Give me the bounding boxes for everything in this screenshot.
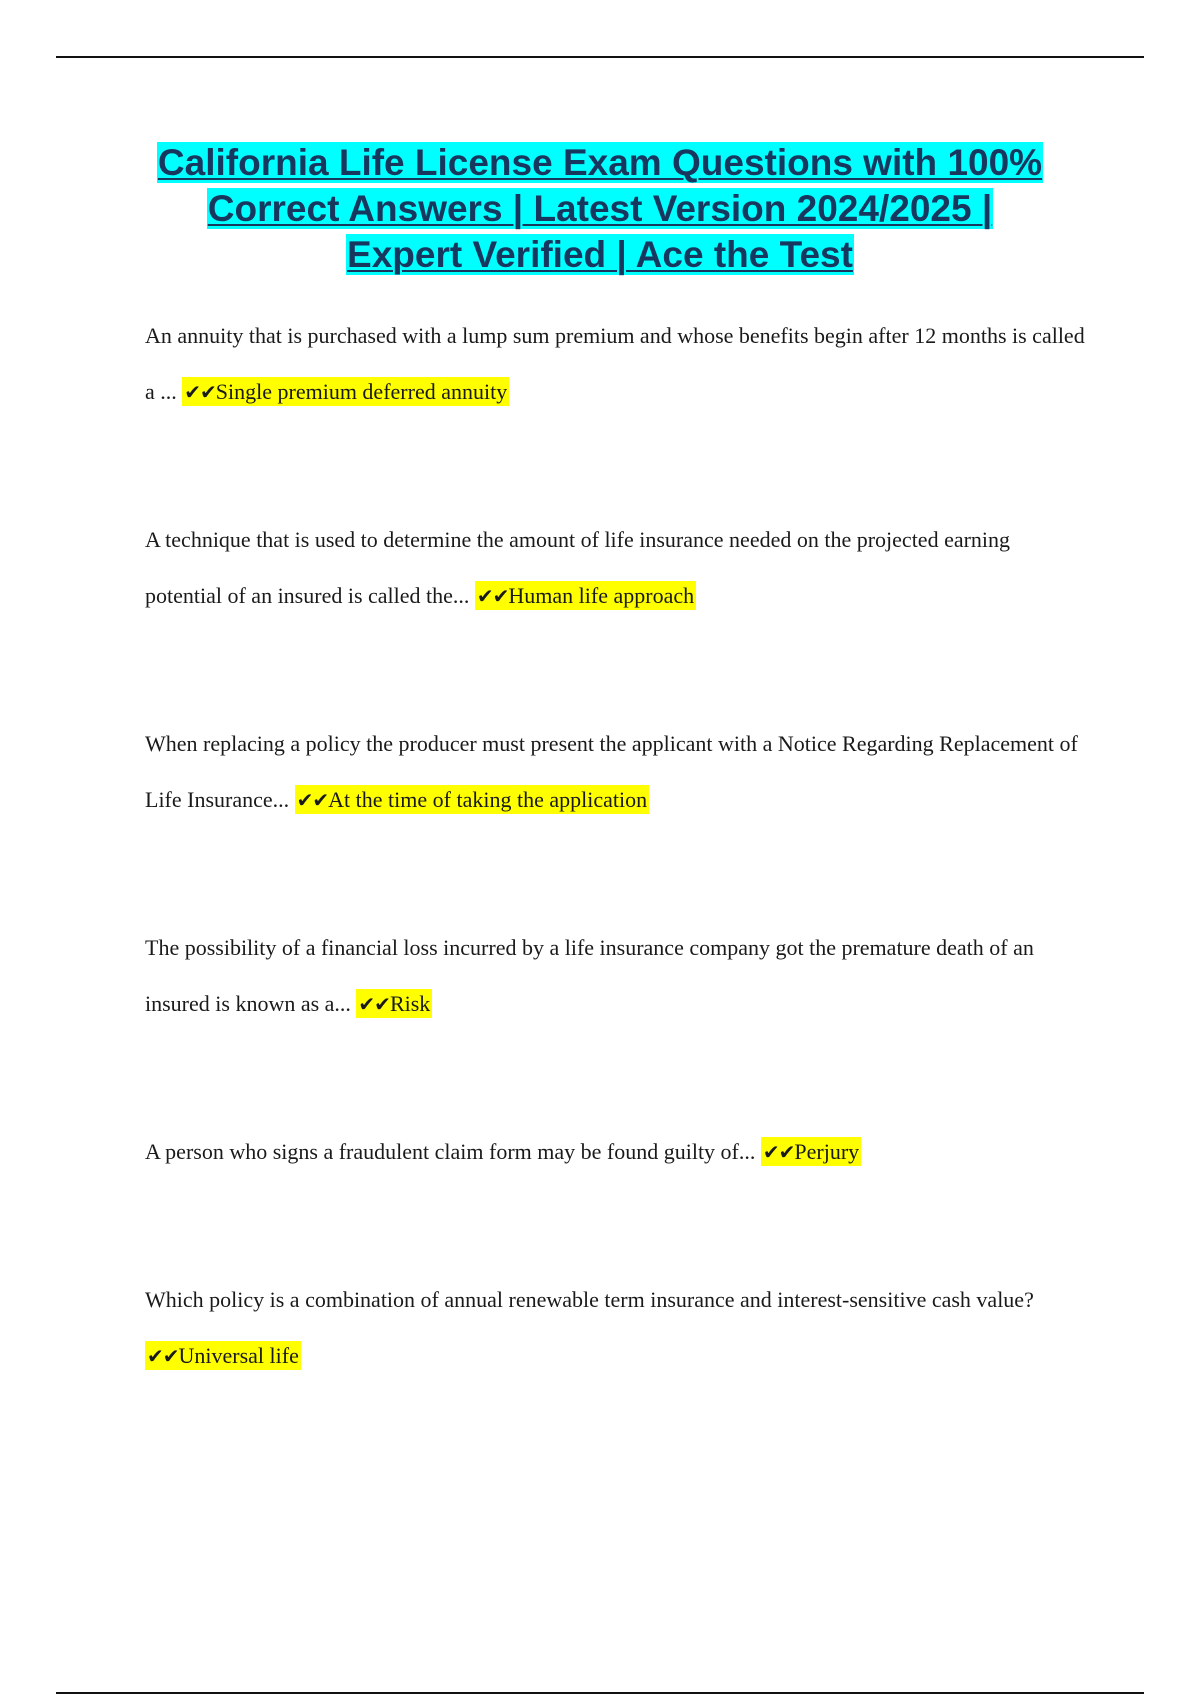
qa-item (145, 716, 1085, 828)
qa-item (145, 920, 1085, 1032)
answer-text: Universal life (178, 1343, 299, 1368)
qa-item (145, 512, 1085, 624)
double-check-icon: ✔✔ (476, 584, 509, 608)
bottom-rule (56, 1692, 1144, 1694)
qa-list (145, 308, 1085, 1476)
question-text: When replacing a policy the producer must present the applicant with a Notice Regarding Replacement of Life Insurance... (145, 731, 1078, 812)
answer-highlight (761, 1137, 861, 1166)
question-text: A technique that is used to determine the amount of life insurance needed on the projected earning potential of an insured is called the... (145, 527, 1011, 608)
top-rule (56, 56, 1144, 58)
double-check-icon: ✔✔ (296, 788, 329, 812)
answer-highlight (295, 785, 649, 814)
double-check-icon: ✔✔ (184, 380, 216, 404)
document-title: California Life License Exam Questions with 100% Correct Answers | Latest Version 2024/2025 | Expert Verified | Ace the Test (157, 142, 1043, 275)
qa-item (145, 1124, 1085, 1180)
double-check-icon: ✔✔ (147, 1344, 179, 1368)
question-text: An annuity that is purchased with a lump sum premium and whose benefits begin after 12 months is called a ... (145, 323, 1085, 404)
qa-item (145, 1272, 1085, 1384)
document-title-block (150, 140, 1050, 278)
question-text: Which policy is a combination of annual renewable term insurance and interest-sensitive cash value? (145, 1287, 1034, 1312)
answer-text: Risk (389, 991, 431, 1016)
question-text: A person who signs a fraudulent claim form may be found guilty of... (145, 1139, 756, 1164)
answer-highlight (475, 581, 696, 610)
answer-highlight (182, 377, 509, 406)
double-check-icon: ✔✔ (358, 992, 390, 1016)
question-text: The possibility of a financial loss incurred by a life insurance company got the premature death of an insured is known as a... (145, 935, 1034, 1016)
answer-highlight (356, 989, 432, 1018)
double-check-icon: ✔✔ (762, 1140, 795, 1164)
answer-highlight (145, 1341, 301, 1370)
answer-text: Human life approach (508, 583, 695, 608)
answer-text: At the time of taking the application (328, 787, 648, 812)
qa-item (145, 308, 1085, 420)
answer-text: Single premium deferred annuity (215, 379, 508, 404)
answer-text: Perjury (794, 1139, 860, 1164)
